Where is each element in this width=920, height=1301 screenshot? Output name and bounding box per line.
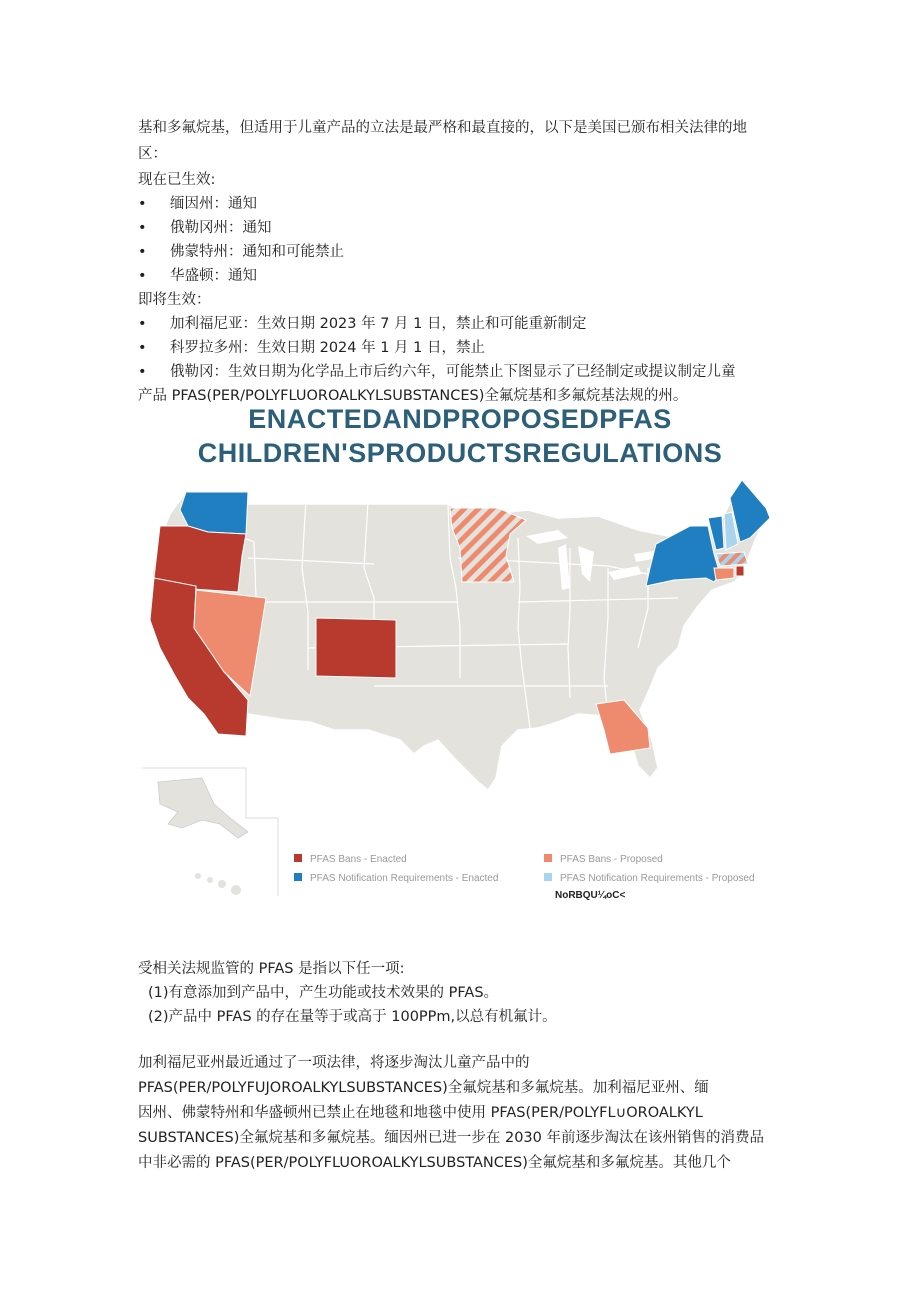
definition-heading: 受相关法规监管的 PFAS 是指以下任一项: <box>138 961 405 977</box>
state-georgia <box>596 700 650 754</box>
upcoming-heading: 即将生效： <box>138 292 211 308</box>
list-item: • 加利福尼亚：生效日期 2023 年 7 月 1 日，禁止和可能重新制定 <box>138 316 587 332</box>
legend-label-ban-proposed: PFAS Bans - Proposed <box>560 854 663 865</box>
intro-line-1: 基和多氟烷基，但适用于儿童产品的立法是最严格和最直接的，以下是美国已颁布相关法律的地 <box>138 120 747 136</box>
map-caption: NoRBQU¼oC< <box>555 890 626 901</box>
definition-item: (1)有意添加到产品中，产生功能或技术效果的 PFAS。 <box>148 985 499 1001</box>
map-legend <box>294 854 755 884</box>
legend-swatch-ban-proposed <box>544 854 552 862</box>
bullet-icon: • <box>138 316 147 332</box>
list-item: • 缅因州：通知 <box>138 196 257 212</box>
state-hawaii <box>195 873 241 895</box>
closing-line-5: 中非必需的 PFAS(PER/POLYFLUOROALKYLSUBSTANCES)全氟烷基和多氟烷基。其他几个 <box>138 1155 731 1171</box>
list-item: • 华盛顿：通知 <box>138 268 257 284</box>
bullet-icon: • <box>138 220 147 236</box>
map-title-line-2: CHILDREN'SPRODUCTSREGULATIONS <box>197 438 723 468</box>
state-massachusetts <box>716 552 748 566</box>
legend-swatch-notify-enacted <box>294 873 302 881</box>
map-title-line-1: ENACTEDANDPROPOSEDPFAS <box>248 404 672 434</box>
bullet-icon: • <box>138 196 147 212</box>
bullet-icon: • <box>138 268 147 284</box>
bullet-icon: • <box>138 244 147 260</box>
closing-line-2: PFAS(PER/POLYFUJOROALKYLSUBSTANCES)全氟烷基和多氟烷基。加利福尼亚州、缅 <box>138 1080 709 1096</box>
legend-label-notify-enacted: PFAS Notification Requirements - Enacted <box>310 873 499 884</box>
us-pfas-map <box>138 478 782 896</box>
list-item: • 科罗拉多州：生效日期 2024 年 1 月 1 日，禁止 <box>138 340 486 356</box>
state-colorado <box>316 618 396 678</box>
list-item: • 俄勒冈：生效日期为化学品上市后约六年，可能禁止下图显示了已经制定或提议制定儿童 <box>138 364 736 380</box>
list-item: • 佛蒙特州：通知和可能禁止 <box>138 244 344 260</box>
bullet-icon: • <box>138 340 147 356</box>
intro-line-2: 区： <box>138 146 167 162</box>
state-rhode-island <box>736 566 744 576</box>
closing-line-1: 加利福尼亚州最近通过了一项法律，将逐步淘汰儿童产品中的 <box>138 1055 530 1071</box>
list-item: • 俄勒冈州：通知 <box>138 220 272 236</box>
upcoming-continuation: 产品 PFAS(PER/POLYFLUOROALKYLSUBSTANCES)全氟烷基和多氟烷基法规的州。 <box>138 388 688 404</box>
legend-label-ban-enacted: PFAS Bans - Enacted <box>310 854 407 865</box>
legend-swatch-notify-proposed <box>544 873 552 881</box>
enacted-heading: 现在已生效: <box>138 172 216 188</box>
legend-swatch-ban-enacted <box>294 854 302 862</box>
definition-item: (2)产品中 PFAS 的存在量等于或高于 100PPm,以总有机氟计。 <box>148 1009 557 1025</box>
legend-label-notify-proposed: PFAS Notification Requirements - Proposed <box>560 873 755 884</box>
bullet-icon: • <box>138 364 147 380</box>
closing-line-3: 因州、佛蒙特州和华盛顿州已禁止在地毯和地毯中使用 PFAS(PER/POLYFL∪OROALKYL <box>138 1105 703 1121</box>
state-connecticut <box>714 568 734 580</box>
state-alaska <box>158 778 248 838</box>
closing-line-4: SUBSTANCES)全氟烷基和多氟烷基。缅因州已进一步在 2030 年前逐步淘汰在该州销售的消费品 <box>138 1130 764 1146</box>
